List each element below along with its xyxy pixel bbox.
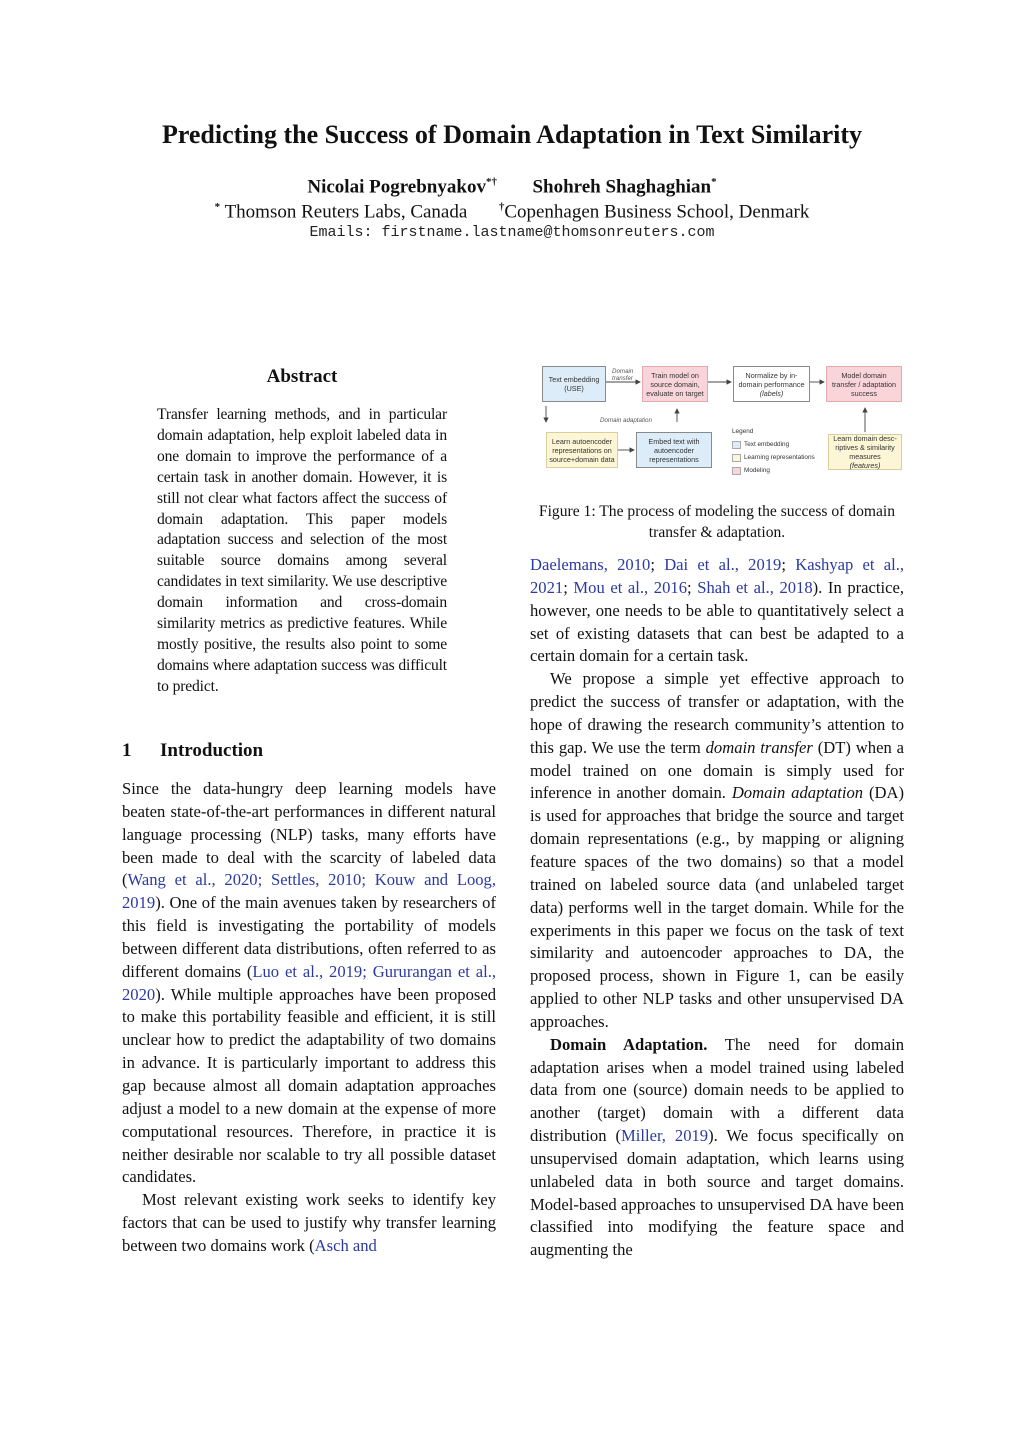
affiliation-mark: *: [214, 201, 221, 213]
normalize-box: [733, 366, 810, 402]
author-name: Shohreh Shaghaghian: [532, 176, 712, 198]
affiliation-text: Thomson Reuters Labs, Canada: [224, 201, 468, 223]
emails: Emails: firstname.lastname@thomsonreuters.com: [309, 224, 715, 241]
emphasis-term: Domain adaptation: [731, 783, 864, 803]
text-embedding-box: Text embedding (USE): [542, 366, 606, 402]
normalize-text: Normalize by in-domain performance: [738, 370, 805, 389]
learn-descriptives-box: [828, 434, 902, 470]
paragraph: [122, 778, 496, 1189]
legend-swatch-blue: [732, 441, 741, 449]
citation-separator: ;: [563, 577, 574, 597]
citation-separator: ;: [781, 555, 796, 574]
paragraph: [530, 554, 904, 668]
legend-label: Learning representations: [744, 453, 815, 461]
paragraph-text: Since the data-hungry deep learning models have beaten state-of-the-art performances in different natural language processing (NLP) tasks, many efforts have been made to deal with the scarcity of labeled data (: [122, 779, 496, 890]
right-column-body: [530, 554, 904, 1262]
figure-caption: [530, 502, 904, 543]
paragraph-text: ). We focus specifically on unsupervised domain adaptation, which learns using unlabeled data in both source and target domains. Model-based approaches to unsupervised DA have been classified into modifying the feature space and augmenting the: [530, 1126, 904, 1260]
author-marks: *†: [485, 176, 497, 188]
paragraph-heading: Domain Adaptation.: [550, 1034, 708, 1054]
author-list: [0, 176, 1024, 198]
citation-link[interactable]: Daelemans, 2010: [530, 555, 651, 574]
citation-link[interactable]: Wang et al., 2020; Settles, 2010; Kouw and Loog, 2019: [122, 870, 496, 913]
author-marks: *: [711, 176, 717, 188]
paragraph-text: The need for domain adaptation arises when a model trained using labeled data from one (source) domain needs to be applied to another (target) domain with a different data distribution (: [530, 1034, 905, 1146]
section-number: 1: [122, 740, 132, 761]
domain-adaptation-label: Domain adaptation: [600, 417, 652, 424]
left-column-body: [122, 778, 496, 1258]
learn-descriptives-text: Learn domain desc-riptives & similarity measures: [833, 434, 897, 461]
paper-title: Predicting the Success of Domain Adaptation in Text Similarity: [161, 120, 863, 149]
citation-separator: ;: [687, 577, 698, 597]
paragraph-text: (DA) is used for approaches that bridge the source and target domain representations (e.g., by mapping or aligning feature spaces of the two domains) so that a model trained on labeled source data (and unlabeled target data) performs well in the target domain. While for the experiments in this paper we focus on the task of text similarity and autoencoder approaches to DA, the proposed process, shown in Figure 1, can be easily applied to other NLP tasks and other unsupervised DA approaches.: [530, 783, 904, 1031]
legend-title: Legend: [732, 428, 754, 435]
author-name: Nicolai Pogrebnyakov: [307, 176, 486, 198]
affiliations: [0, 201, 1024, 223]
citation-link[interactable]: Asch and: [314, 1235, 377, 1255]
normalize-italic: (labels): [759, 388, 784, 398]
abstract-heading: Abstract: [266, 366, 338, 387]
figure-legend: [732, 428, 824, 477]
legend-item: [732, 464, 824, 477]
citation-link[interactable]: Mou et al., 2016: [573, 577, 687, 597]
paragraph: [122, 1189, 496, 1258]
citation-separator: ;: [650, 555, 665, 574]
citation-link[interactable]: Luo et al., 2019; Gururangan et al., 2020: [122, 961, 496, 1004]
citation-link[interactable]: Kashyap et al., 2021: [530, 555, 905, 597]
paragraph: [530, 1034, 904, 1262]
citation-link[interactable]: Shah et al., 2018: [697, 577, 813, 597]
legend-swatch-pink: [732, 467, 741, 475]
citation-link[interactable]: Dai et al., 2019: [664, 555, 782, 574]
learn-autoencoder-box: Learn autoencoder representations on source+domain data: [546, 432, 618, 468]
citation-link[interactable]: Miller, 2019: [621, 1126, 709, 1146]
legend-item: [732, 438, 824, 451]
caption-text: The process of modeling the success of domain transfer & adaptation.: [599, 503, 896, 541]
train-model-box: Train model on source domain, evaluate on target: [642, 366, 708, 402]
emphasis-term: domain transfer: [705, 737, 813, 757]
figure-1-diagram: [536, 362, 904, 480]
embed-text-box: Embed text with autoencoder representations: [636, 432, 712, 468]
legend-item: [732, 451, 824, 464]
section-title: Introduction: [160, 740, 264, 761]
section-heading: [122, 740, 263, 762]
affiliation-mark: †: [498, 201, 505, 213]
affiliation-text: Copenhagen Business School, Denmark: [504, 201, 810, 223]
paragraph: [530, 668, 904, 1034]
caption-prefix: Figure 1:: [538, 503, 600, 520]
paragraph-text: ). In practice, however, one needs to be able to quantitatively select a set of existing datasets that can best be adapted to a certain domain for a certain task.: [530, 577, 905, 666]
paragraph-text: We propose a simple yet effective approach to predict the success of transfer or adaptation, with the hope of drawing the research community’s attention to this gap. We use the term: [530, 669, 904, 757]
domain-transfer-label: Domain transfer: [612, 368, 634, 382]
paragraph-text: ). One of the main avenues taken by researchers of this field is investigating the portability of models between different data distributions, often referred to as different domains (: [122, 893, 496, 981]
legend-label: Text embedding: [744, 440, 790, 448]
paragraph-text: ). While multiple approaches have been proposed to make this portability feasible and efficient, it is still unclear how to predict the adaptability of two domains in advance. It is particularly important to address this gap because almost all domain adaptation approaches adjust a model to a new domain at the expense of more computational resources. Therefore, in practice it is neither desirable nor scalable to try all possible dataset candidates.: [122, 984, 496, 1187]
paragraph-text: Most relevant existing work seeks to identify key factors that can be used to justify why transfer learning between two domains work (: [122, 1190, 496, 1255]
legend-swatch-yellow: [732, 454, 741, 462]
paragraph-text: (DT) when a model trained on one domain is simply used for inference in another domain.: [530, 737, 905, 803]
learn-descriptives-italic: (features): [849, 461, 881, 470]
abstract-text: Transfer learning methods, and in particular domain adaptation, help exploit labeled data in one domain to improve the performance of a certain task in another domain. However, it is still not clear what factors affect the success of domain adaptation. This paper models adaptation success and selection of the most suitable source domains among several candidates in text similarity. We use descriptive domain information and cross-domain similarity metrics as predictive features. While mostly positive, the results also point to some domains where adaptation success was difficult to predict.: [157, 406, 447, 695]
legend-label: Modeling: [744, 466, 770, 474]
model-success-box: Model domain transfer / adaptation success: [826, 366, 902, 402]
